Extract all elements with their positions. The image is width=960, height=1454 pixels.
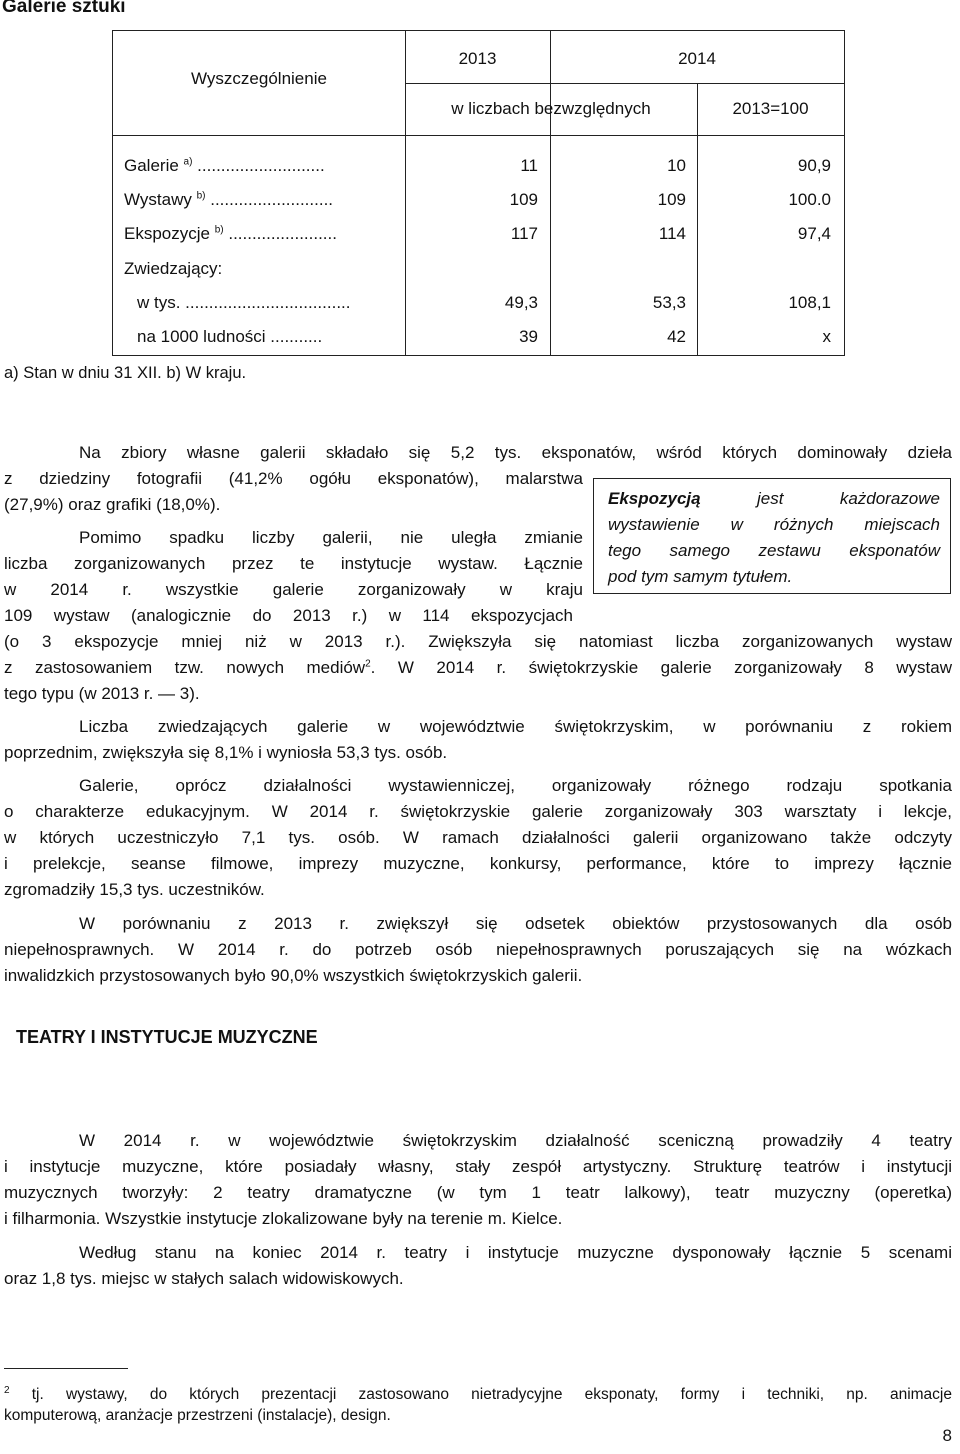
table-cell: 53,3 bbox=[652, 293, 686, 312]
table-cell: 108,1 bbox=[788, 293, 831, 312]
paragraph-line: (o 3 ekspozycje mniej niż w 2013 r.). Zwiększyła się natomiast liczba zorganizowanych wystaw bbox=[4, 632, 952, 651]
table-cell: x bbox=[822, 327, 831, 346]
page-title: Galerie sztuki bbox=[2, 0, 126, 17]
paragraph-line: Według stanu na koniec 2014 r. teatry i instytucje muzyczne dysponowały łącznie 5 scenami bbox=[79, 1243, 952, 1262]
paragraph-line: Galerie, oprócz działalności wystawienniczej, organizowały różnego rodzaju spotkania bbox=[79, 776, 952, 795]
definition-line: wystawienie w różnych miejscach bbox=[608, 515, 940, 534]
paragraph-line: tego typu (w 2013 r. — 3). bbox=[4, 684, 200, 703]
table-cell: 49,3 bbox=[504, 293, 538, 312]
table-divider bbox=[405, 83, 844, 84]
paragraph-line: inwalidzkich przystosowanych było 90,0% wszystkich świętokrzyskich galerii. bbox=[4, 966, 583, 985]
paragraph-line: niepełnosprawnych. W 2014 r. do potrzeb osób niepełnosprawnych poruszających się na wózkach bbox=[4, 940, 952, 959]
paragraph-line: w których uczestniczyło 7,1 tys. osób. W ramach działalności galerii organizowano także odczyty bbox=[4, 828, 952, 847]
section-heading: TEATRY I INSTYTUCJE MUZYCZNE bbox=[16, 1027, 318, 1047]
table-divider bbox=[113, 135, 844, 136]
table-row-label: w tys. ................................... bbox=[137, 293, 351, 312]
paragraph-line: o charakterze edukacyjnym. W 2014 r. świętokrzyskie galerie zorganizowały 303 warsztaty i lekcje, bbox=[4, 802, 952, 821]
table-cell: 109 bbox=[509, 190, 538, 209]
definition-line: tego samego zestawu eksponatów bbox=[608, 541, 940, 560]
definition-line: pod tym samym tytułem. bbox=[608, 567, 793, 586]
paragraph-line: 109 wystaw (analogicznie do 2013 r.) w 114 ekspozycjach bbox=[4, 606, 573, 625]
footnote-rule bbox=[4, 1368, 128, 1369]
header-year-2013: 2013 bbox=[458, 49, 497, 68]
page-number: 8 bbox=[942, 1426, 952, 1445]
footnote-line: $^2$ tj. wystawy, do których prezentacji zastosowano nietradycyjne eksponaty, formy i techniki, np. animacje bbox=[4, 1384, 952, 1403]
paragraph-line: muzycznych tworzyły: 2 teatry dramatyczne (w tym 1 teatr lalkowy), teatr muzyczny (operetka) bbox=[4, 1183, 952, 1202]
paragraph-line: Pomimo spadku liczby galerii, nie uległa zmianie bbox=[79, 528, 583, 547]
paragraph-line: Na zbiory własne galerii składało się 5,2 tys. eksponatów, wśród których dominowały dzieła bbox=[79, 443, 952, 462]
table-cell: 117 bbox=[510, 224, 538, 243]
paragraph-line: oraz 1,8 tys. miejsc w stałych salach widowiskowych. bbox=[4, 1269, 404, 1288]
table-cell: 11 bbox=[520, 156, 538, 175]
paragraph-line: W porównaniu z 2013 r. zwiększył się odsetek obiektów przystosowanych dla osób bbox=[79, 914, 952, 933]
paragraph-line: i filharmonia. Wszystkie instytucje zlokalizowane były na terenie m. Kielce. bbox=[4, 1209, 563, 1228]
paragraph-line: Liczba zwiedzających galerie w województwie świętokrzyskim, w porównaniu z rokiem bbox=[79, 717, 952, 736]
paragraph-line: zgromadziły 15,3 tys. uczestników. bbox=[4, 880, 265, 899]
paragraph-line: z dziedziny fotografii (41,2% ogółu eksponatów), malarstwa bbox=[4, 469, 583, 488]
table-row-label: Wystawy $^{b)}$ .......................... bbox=[124, 190, 334, 209]
header-description: Wyszczególnienie bbox=[191, 69, 327, 88]
table-row-label: Ekspozycje $^{b)}$ ....................... bbox=[124, 224, 337, 243]
table-footnote: a) Stan w dniu 31 XII. b) W kraju. bbox=[4, 364, 247, 382]
header-year-2014: 2014 bbox=[678, 49, 716, 68]
table-cell: 100.0 bbox=[788, 190, 831, 209]
table-cell: 90,9 bbox=[797, 156, 831, 175]
paragraph-line: i instytucje muzyczne, które posiadały własny, stały zespół artystyczny. Strukturę teatrów i instytucji bbox=[4, 1157, 952, 1176]
table-row-label: Zwiedzający: bbox=[124, 259, 223, 278]
paragraph-line: i prelekcje, seanse filmowe, imprezy muzyczne, konkursy, performance, które to imprezy łącznie bbox=[4, 854, 952, 873]
table-cell: 109 bbox=[657, 190, 686, 209]
paragraph-line: (27,9%) oraz grafiki (18,0%). bbox=[4, 495, 221, 514]
paragraph-line: liczba zorganizowanych przez te instytucje wystaw. Łącznie bbox=[4, 554, 583, 573]
paragraph-line: w 2014 r. wszystkie galerie zorganizowały w kraju bbox=[4, 580, 583, 599]
table-row-label: Galerie $^{a)}$ ........................... bbox=[124, 156, 325, 175]
footnote-line: komputerową, aranżacje przestrzeni (instalacje), design. bbox=[4, 1407, 391, 1424]
table-cell: 42 bbox=[667, 327, 686, 346]
paragraph-line: W 2014 r. w województwie świętokrzyskim działalność sceniczną prowadziły 4 teatry bbox=[79, 1131, 952, 1150]
table-cell: 114 bbox=[658, 224, 686, 243]
table-cell: 39 bbox=[519, 327, 538, 346]
table-row-label: na 1000 ludności ........... bbox=[137, 327, 323, 346]
galleries-table bbox=[112, 30, 845, 356]
definition-line: Ekspozycją jest każdorazowe bbox=[608, 489, 940, 508]
header-index: 2013=100 bbox=[732, 99, 809, 118]
table-cell: 97,4 bbox=[797, 224, 831, 243]
header-absolute: w liczbach bezwzględnych bbox=[451, 99, 651, 118]
paragraph-line: poprzednim, zwiększyła się 8,1% i wyniosła 53,3 tys. osób. bbox=[4, 743, 448, 762]
definition-box bbox=[593, 478, 951, 594]
paragraph-line: z zastosowaniem tzw. nowych mediów$^2$. W 2014 r. świętokrzyskie galerie zorganizowały 8 wystaw bbox=[4, 658, 952, 677]
table-cell: 10 bbox=[667, 156, 686, 175]
table-divider bbox=[697, 83, 698, 355]
